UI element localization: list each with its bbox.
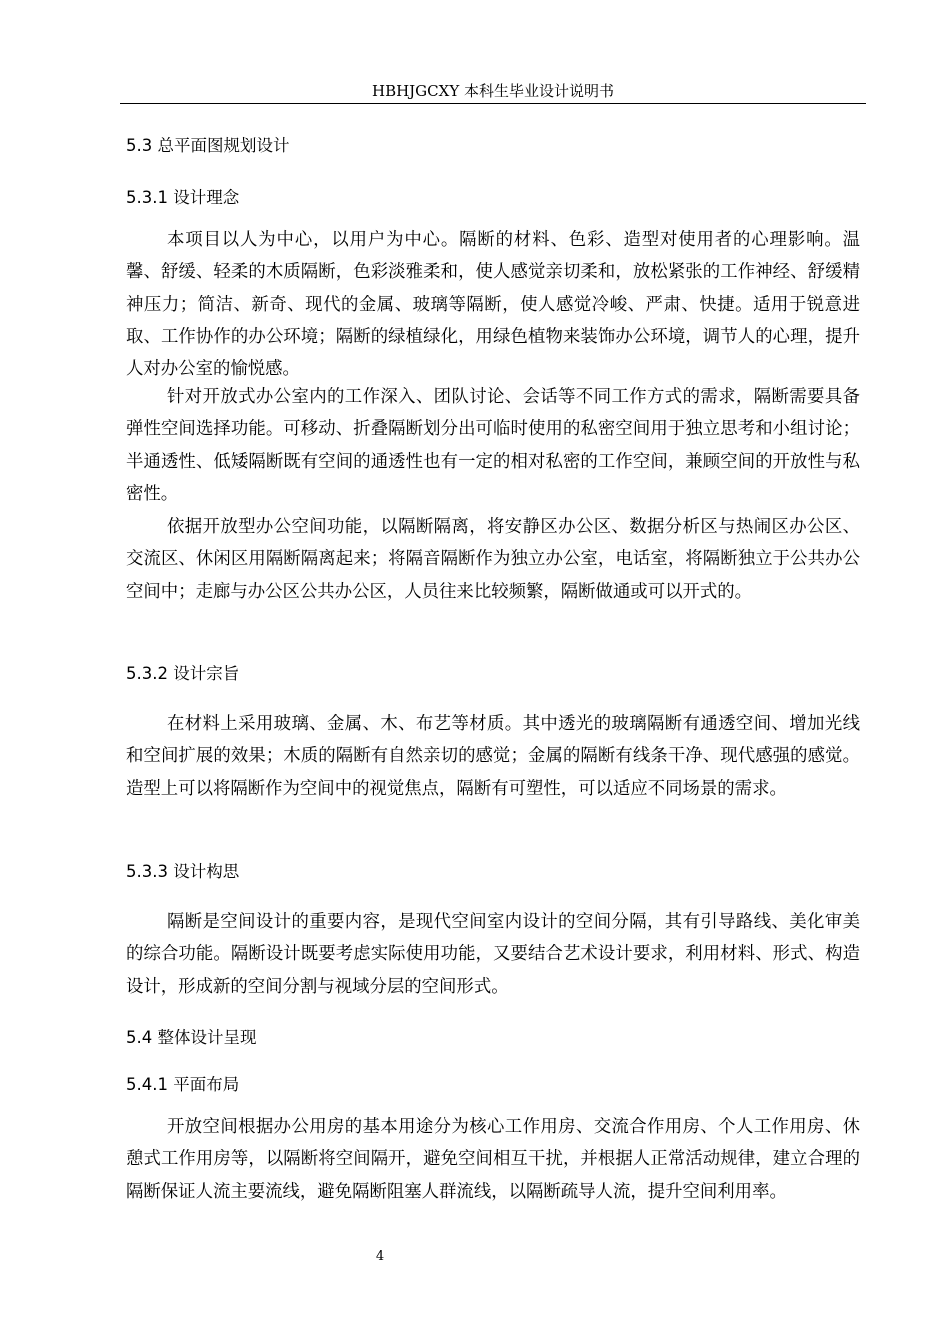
paragraph-design-idea: 隔断是空间设计的重要内容，是现代空间室内设计的空间分隔，其有引导路线、美化审美的综合功能。隔断设计既要考虑实际使用功能，又要结合艺术设计要求，利用材料、形式、构造设计，形成新的空间分割与视域分层的空间形式。 xyxy=(126,912,860,997)
paragraph-floor-layout: 开放空间根据办公用房的基本用途分为核心工作用房、交流合作用房、个人工作用房、休憩式工作用房等，以隔断将空间隔开，避免空间相互干扰，并根据人正常活动规律，建立合理的隔断保证人流主要流线，避免隔断阻塞人群流线，以隔断疏导人流，提升空间利用率。 xyxy=(126,1117,860,1202)
page-header: HBHJGCXY 本科生毕业设计说明书 xyxy=(371,82,614,100)
page-number: 4 xyxy=(375,1249,385,1264)
section-heading-5-3-1: 5.3.1 设计理念 xyxy=(126,188,240,207)
paragraph-design-concept-1: 本项目以人为中心，以用户为中心。隔断的材料、色彩、造型对使用者的心理影响。温馨、舒缓、轻柔的木质隔断，色彩淡雅柔和，使人感觉亲切柔和，放松紧张的工作神经、舒缓精神压力；简洁、新奇、现代的金属、玻璃等隔断，使人感觉冷峻、严肃、快捷。适用于锐意进取、工作协作的办公环境；隔断的绿植绿化，用绿色植物来装饰办公环境，调节人的心理，提升人对办公室的愉悦感。 xyxy=(126,230,860,380)
paragraph-design-concept-3: 依据开放型办公空间功能，以隔断隔离，将安静区办公区、数据分析区与热闹区办公区、交流区、休闲区用隔断隔离起来；将隔音隔断作为独立办公室，电话室，将隔断独立于公共办公空间中；走廊与办公区公共办公区，人员往来比较频繁，隔断做通或可以开式的。 xyxy=(126,517,860,602)
paragraph-design-concept-2: 针对开放式办公室内的工作深入、团队讨论、会话等不同工作方式的需求，隔断需要具备弹性空间选择功能。可移动、折叠隔断划分出可临时使用的私密空间用于独立思考和小组讨论；半通透性、低矮隔断既有空间的通透性也有一定的相对私密的工作空间，兼顾空间的开放性与私密性。 xyxy=(126,387,860,504)
section-heading-5-3-2: 5.3.2 设计宗旨 xyxy=(126,664,240,683)
section-heading-5-4: 5.4 整体设计呈现 xyxy=(126,1028,257,1047)
paragraph-design-purpose: 在材料上采用玻璃、金属、木、布艺等材质。其中透光的玻璃隔断有通透空间、增加光线和空间扩展的效果；木质的隔断有自然亲切的感觉；金属的隔断有线条干净、现代感强的感觉。造型上可以将隔断作为空间中的视觉焦点，隔断有可塑性，可以适应不同场景的需求。 xyxy=(126,714,860,799)
section-heading-5-4-1: 5.4.1 平面布局 xyxy=(126,1075,240,1094)
section-heading-5-3-3: 5.3.3 设计构思 xyxy=(126,862,240,881)
section-heading-5-3: 5.3 总平面图规划设计 xyxy=(126,136,290,155)
header-divider xyxy=(120,103,866,104)
